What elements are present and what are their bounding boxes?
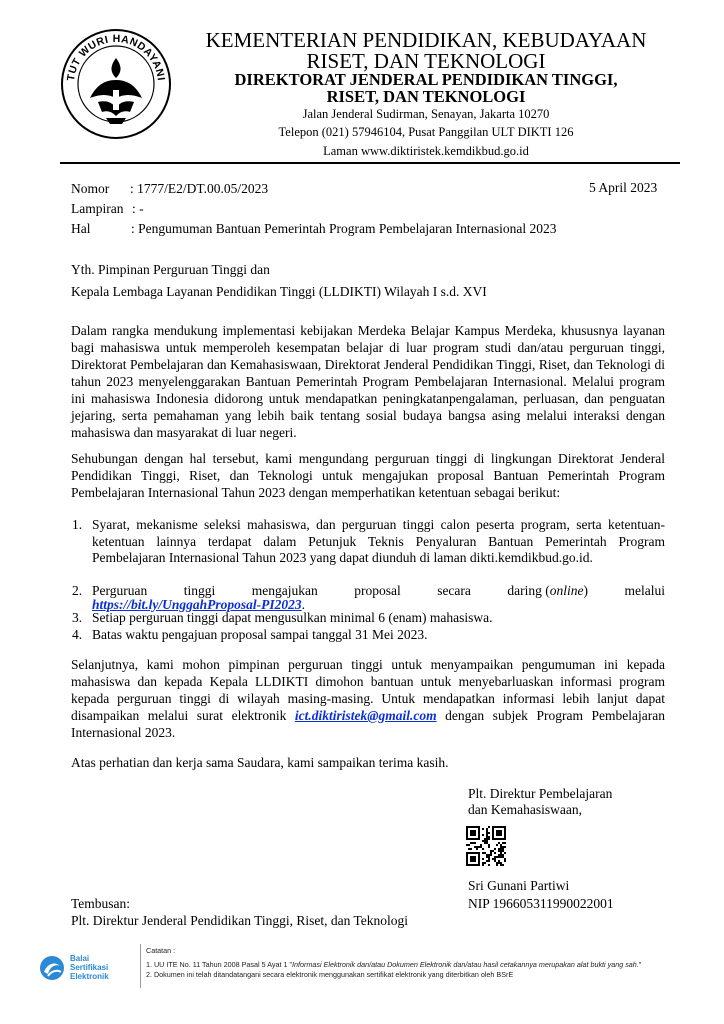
footer-divider	[140, 944, 141, 988]
svg-text:TUT WURI HANDAYANI: TUT WURI HANDAYANI	[65, 32, 167, 82]
qr-code	[466, 826, 506, 866]
office-address: Jalan Jenderal Sudirman, Senayan, Jakarta 10270	[302, 107, 550, 121]
footer-note-2: 2. Dokumen ini telah ditandatangani secara elektronik menggunakan sertifikat elektronik yang diterbitkan oleh BSrE	[146, 970, 514, 979]
header-divider	[60, 162, 680, 164]
lampiran-value: : -	[132, 201, 144, 216]
list-item-2-word: daring (online)	[507, 583, 589, 598]
signatory-nip: NIP 196605311990022001	[468, 896, 614, 911]
tut-wuri-handayani-logo	[60, 28, 172, 140]
cc-recipient: Plt. Direktur Jenderal Pendidikan Tinggi, Riset, dan Teknologi	[71, 913, 409, 928]
body-paragraph-3	[71, 656, 665, 741]
bsre-text-line1: Balai	[70, 954, 90, 963]
list-item-3: Setiap perguruan tinggi dapat mengusulkan minimal 6 (enam) mahasiswa.	[92, 610, 493, 625]
list-item-2-word: mengajukan	[251, 583, 318, 598]
body-paragraph-1: Dalam rangka mendukung implementasi kebijakan Merdeka Belajar Kampus Merdeka, khususnya layanan bagi mahasiswa untuk memperoleh kesempatan belajar di luar program studi dan/atau perguruan tinggi, Direktorat Pembelajaran dan Kemahasiswaan, Direktorat Jenderal Pendidikan Tinggi, Riset, dan Teknologi di tahun 2023 menyelenggarakan Bantuan Pemerintah Program Pembelajaran Internasional. Melalui program ini mahasiswa Indonesia didorong untuk mendapatkan peningkatanpengalaman, perluasan, dan penguatan jejaring, serta pemahaman yang lebih baik tentang sosial budaya bangsa asing melalui interaksi dengan mahasiswa dan masyarakat di luar negeri.	[71, 323, 665, 440]
nomor-value: : 1777/E2/DT.00.05/2023	[130, 181, 269, 196]
bsre-text-line2: Sertifikasi	[70, 963, 109, 972]
signatory-name: Sri Gunani Partiwi	[468, 878, 570, 893]
list-item-3-number: 3.	[72, 610, 83, 625]
list-item-2	[92, 583, 665, 613]
footer-note-1-quote: Informasi Elektronik dan/atau Dokumen Elektronik dan/atau hasil cetakannya merupakan alat bukti yang sah.	[292, 960, 639, 969]
letter-date: 5 April 2023	[589, 180, 658, 195]
bsre-logo	[38, 948, 138, 988]
nomor-label: Nomor	[71, 181, 110, 196]
proposal-upload-link[interactable]: https://bit.ly/UnggahProposal-PI2023	[92, 596, 302, 612]
footer-notes	[146, 946, 716, 980]
body-paragraph-2: Sehubungan dengan hal tersebut, kami mengundang perguruan tinggi di lingkungan Direktorat Jenderal Pendidikan Tinggi, Riset, dan Teknologi untuk mengajukan proposal Bantuan Pemerintah Program Pembelajaran Internasional Tahun 2023 dengan memperhatikan ketentuan sebagai berikut:	[71, 451, 665, 500]
signatory-title-line1: Plt. Direktur Pembelajaran	[468, 786, 613, 801]
list-item-2-number: 2.	[72, 583, 83, 598]
contact-email-link[interactable]: ict.diktiristek@gmail.com	[294, 708, 437, 723]
footer-catatan-label: Catatan :	[146, 946, 176, 955]
paragraph-3-text-end: dengan subjek Program Pembelajaran Internasional 2023.	[71, 708, 665, 740]
ministry-name-line2: RISET, DAN TEKNOLOGI	[306, 49, 546, 73]
list-item-2-end: .	[301, 596, 306, 612]
hal-value: : Pengumuman Bantuan Pemerintah Program Pembelajaran Internasional 2023	[131, 221, 557, 236]
list-item-4-number: 4.	[72, 627, 83, 642]
paragraph-3-text: Selanjutnya, kami mohon pimpinan perguruan tinggi untuk menyampaikan pengumuman ini kepada mahasiswa dan kepada Kepala LLDIKTI dimohon bantuan untuk menyebarluaskan informasi program kepada perguruan tinggi di wilayah masing-masing. Untuk mendapatkan informasi lebih lanjut dapat disampaikan melalui surat elektronik	[71, 657, 665, 723]
signatory-title-line2: dan Kemahasiswaan,	[468, 802, 582, 817]
list-item-2-word: melalui	[624, 583, 665, 598]
bsre-text-line3: Elektronik	[70, 972, 109, 981]
hal-label: Hal	[71, 221, 91, 236]
addressee-line2: Kepala Lembaga Layanan Pendidikan Tinggi (LLDIKTI) Wilayah I s.d. XVI	[71, 284, 487, 299]
closing-sentence: Atas perhatian dan kerja sama Saudara, kami sampaikan terima kasih.	[71, 755, 449, 770]
bsre-emblem-icon	[38, 954, 66, 982]
list-item-4: Batas waktu pengajuan proposal sampai tanggal 31 Mei 2023.	[92, 627, 428, 642]
list-item-2-word: daring	[507, 583, 542, 598]
list-item-2-word: Perguruan	[92, 583, 148, 598]
list-item-2-word: proposal	[354, 583, 401, 598]
office-phone: Telepon (021) 57946104, Pusat Panggilan ULT DIKTI 126	[278, 125, 574, 139]
cc-label: Tembusan:	[71, 896, 131, 911]
footer-note-1-end: "	[638, 960, 642, 969]
online-term: online	[549, 583, 584, 598]
office-website: Laman www.diktiristek.kemdikbud.go.id	[323, 144, 529, 158]
list-item-1: Syarat, mekanisme seleksi mahasiswa, dan perguruan tinggi calon peserta program, serta ketentuan- ketentuan lainnya terdapat dalam Petunjuk Teknis Penyaluran Bantuan Pemerintah Program Pembelajaran Internasional Tahun 2023 yang dapat diunduh di laman dikti.kemdikbud.go.id.	[92, 517, 665, 565]
addressee-line1: Yth. Pimpinan Perguruan Tinggi dan	[71, 262, 270, 277]
lampiran-label: Lampiran	[71, 201, 124, 216]
ministry-name: KEMENTERIAN PENDIDIKAN, KEBUDAYAAN	[205, 28, 647, 52]
list-item-2-word: tinggi	[183, 583, 216, 598]
directorate-name-line2: RISET, DAN TEKNOLOGI	[326, 87, 526, 106]
footer-note-1: 1. UU ITE No. 11 Tahun 2008 Pasal 5 Ayat 1 "	[146, 960, 292, 969]
directorate-name: DIREKTORAT JENDERAL PENDIDIKAN TINGGI,	[234, 70, 618, 89]
list-item-2-word: secara	[437, 583, 471, 598]
list-item-1-number: 1.	[72, 517, 83, 532]
